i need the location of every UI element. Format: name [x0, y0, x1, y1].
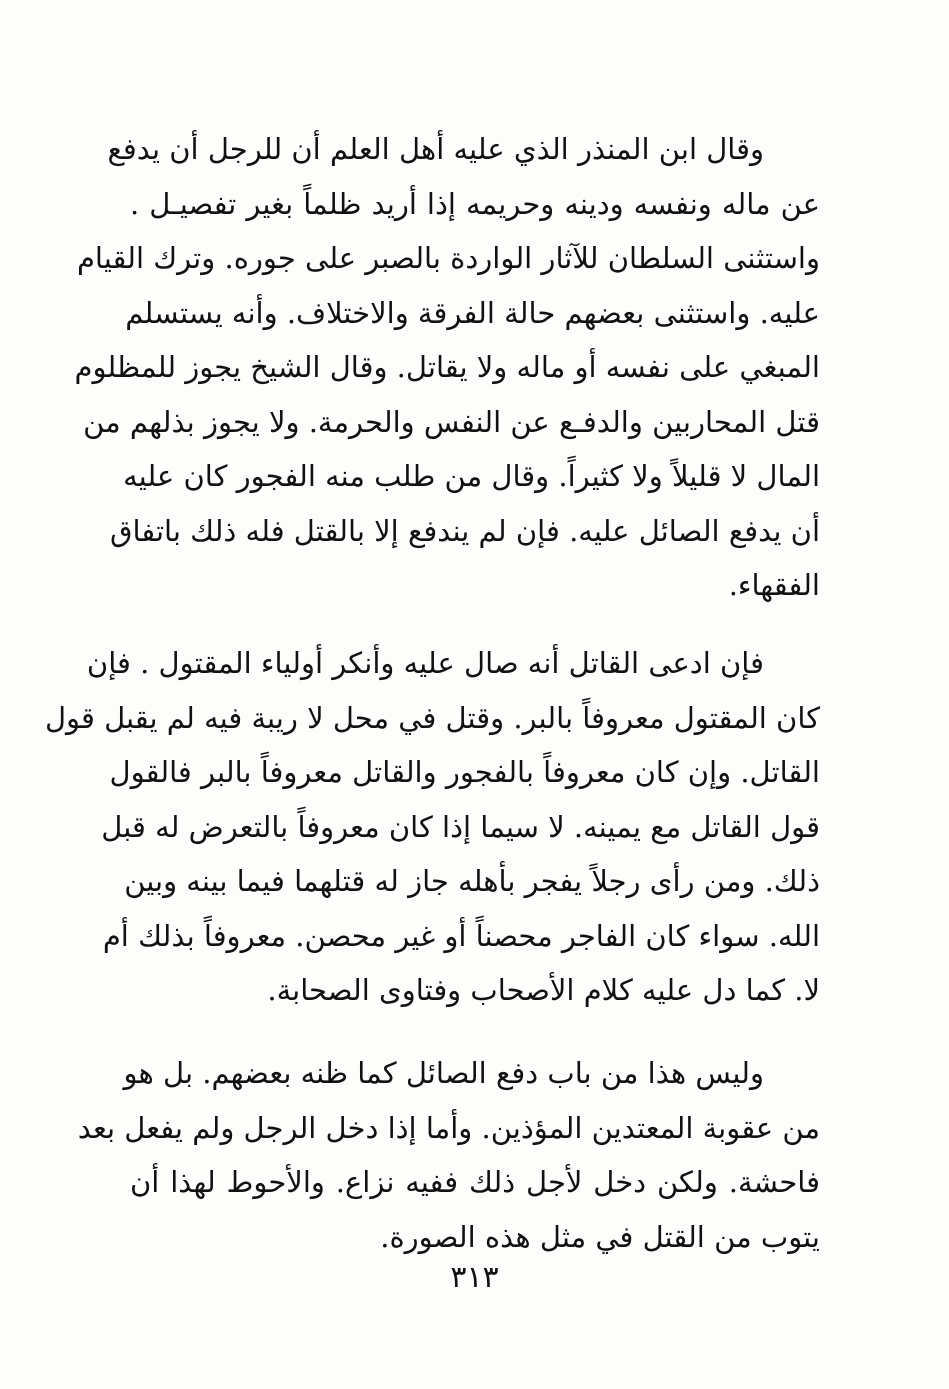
text-line: قول القاتل مع يمينه. لا سيما إذا كان معروفاً بالتعرض له قبل: [101, 809, 820, 844]
text-line: فإن ادعى القاتل أنه صال عليه وأنكر أولياء المقتول . فإن: [86, 646, 764, 680]
text-line: واستثنى السلطان للآثار الواردة بالصبر على جوره. وترك القيام: [76, 241, 820, 275]
text-line: المال لا قليلاً ولا كثيراً. وقال من طلب منه الفجور كان عليه: [123, 459, 820, 493]
text-line: الفقهاء.: [728, 568, 820, 602]
text-line: من عقوبة المعتدين المؤذين. وأما إذا دخل الرجل ولم يفعل بعد: [77, 1110, 820, 1145]
text-line: وقال ابن المنذر الذي عليه أهل العلم أن للرجل أن يدفع: [107, 132, 764, 166]
text-line: الله. سواء كان الفاجر محصناً أو غير محصن. معروفاً بذلك أم: [102, 918, 820, 953]
page-number: ٣١٣: [450, 1260, 499, 1295]
text-line: أن يدفع الصائل عليه. فإن لم يندفع إلا بالقتل فله ذلك باتفاق: [109, 513, 820, 548]
text-line: ذلك. ومن رأى رجلاً يفجر بأهله جاز له قتلهما فيما بينه وبين: [124, 864, 820, 898]
text-line: وليس هذا من باب دفع الصائل كما ظنه بعضهم. بل هو: [123, 1056, 764, 1090]
text-line: عليه. واستثنى بعضهم حالة الفرقة والاختلاف. وأنه يستسلم: [125, 295, 820, 330]
text-line: يتوب من القتل في مثل هذه الصورة.: [380, 1219, 820, 1254]
text-line: قتل المحاربين والدفـع عن النفس والحرمة. ولا يجوز بذلهم من: [83, 404, 820, 439]
text-line: عن ماله ونفسه ودينه وحريمه إذا أريد ظلماً بغير تفصيـل .: [130, 186, 820, 221]
text-line: القاتل. وإن كان معروفاً بالفجور والقاتل معروفاً بالبر فالقول: [109, 755, 820, 789]
text-line: لا. كما دل عليه كلام الأصحاب وفتاوى الصحابة.: [267, 973, 820, 1007]
paragraph-2: [44, 636, 820, 1018]
paragraph-3: [77, 1046, 820, 1264]
text-line: كان المقتول معروفاً بالبر. وقتل في محل لا ريبة فيه لم يقبل قول: [44, 700, 820, 735]
text-line: فاحشة. ولكن دخل لأجل ذلك ففيه نزاع. والأحوط لهذا أن: [130, 1165, 820, 1199]
paragraph-1: [74, 122, 820, 613]
text-line: المبغي على نفسه أو ماله ولا يقاتل. وقال الشيخ يجوز للمظلوم: [74, 350, 820, 384]
